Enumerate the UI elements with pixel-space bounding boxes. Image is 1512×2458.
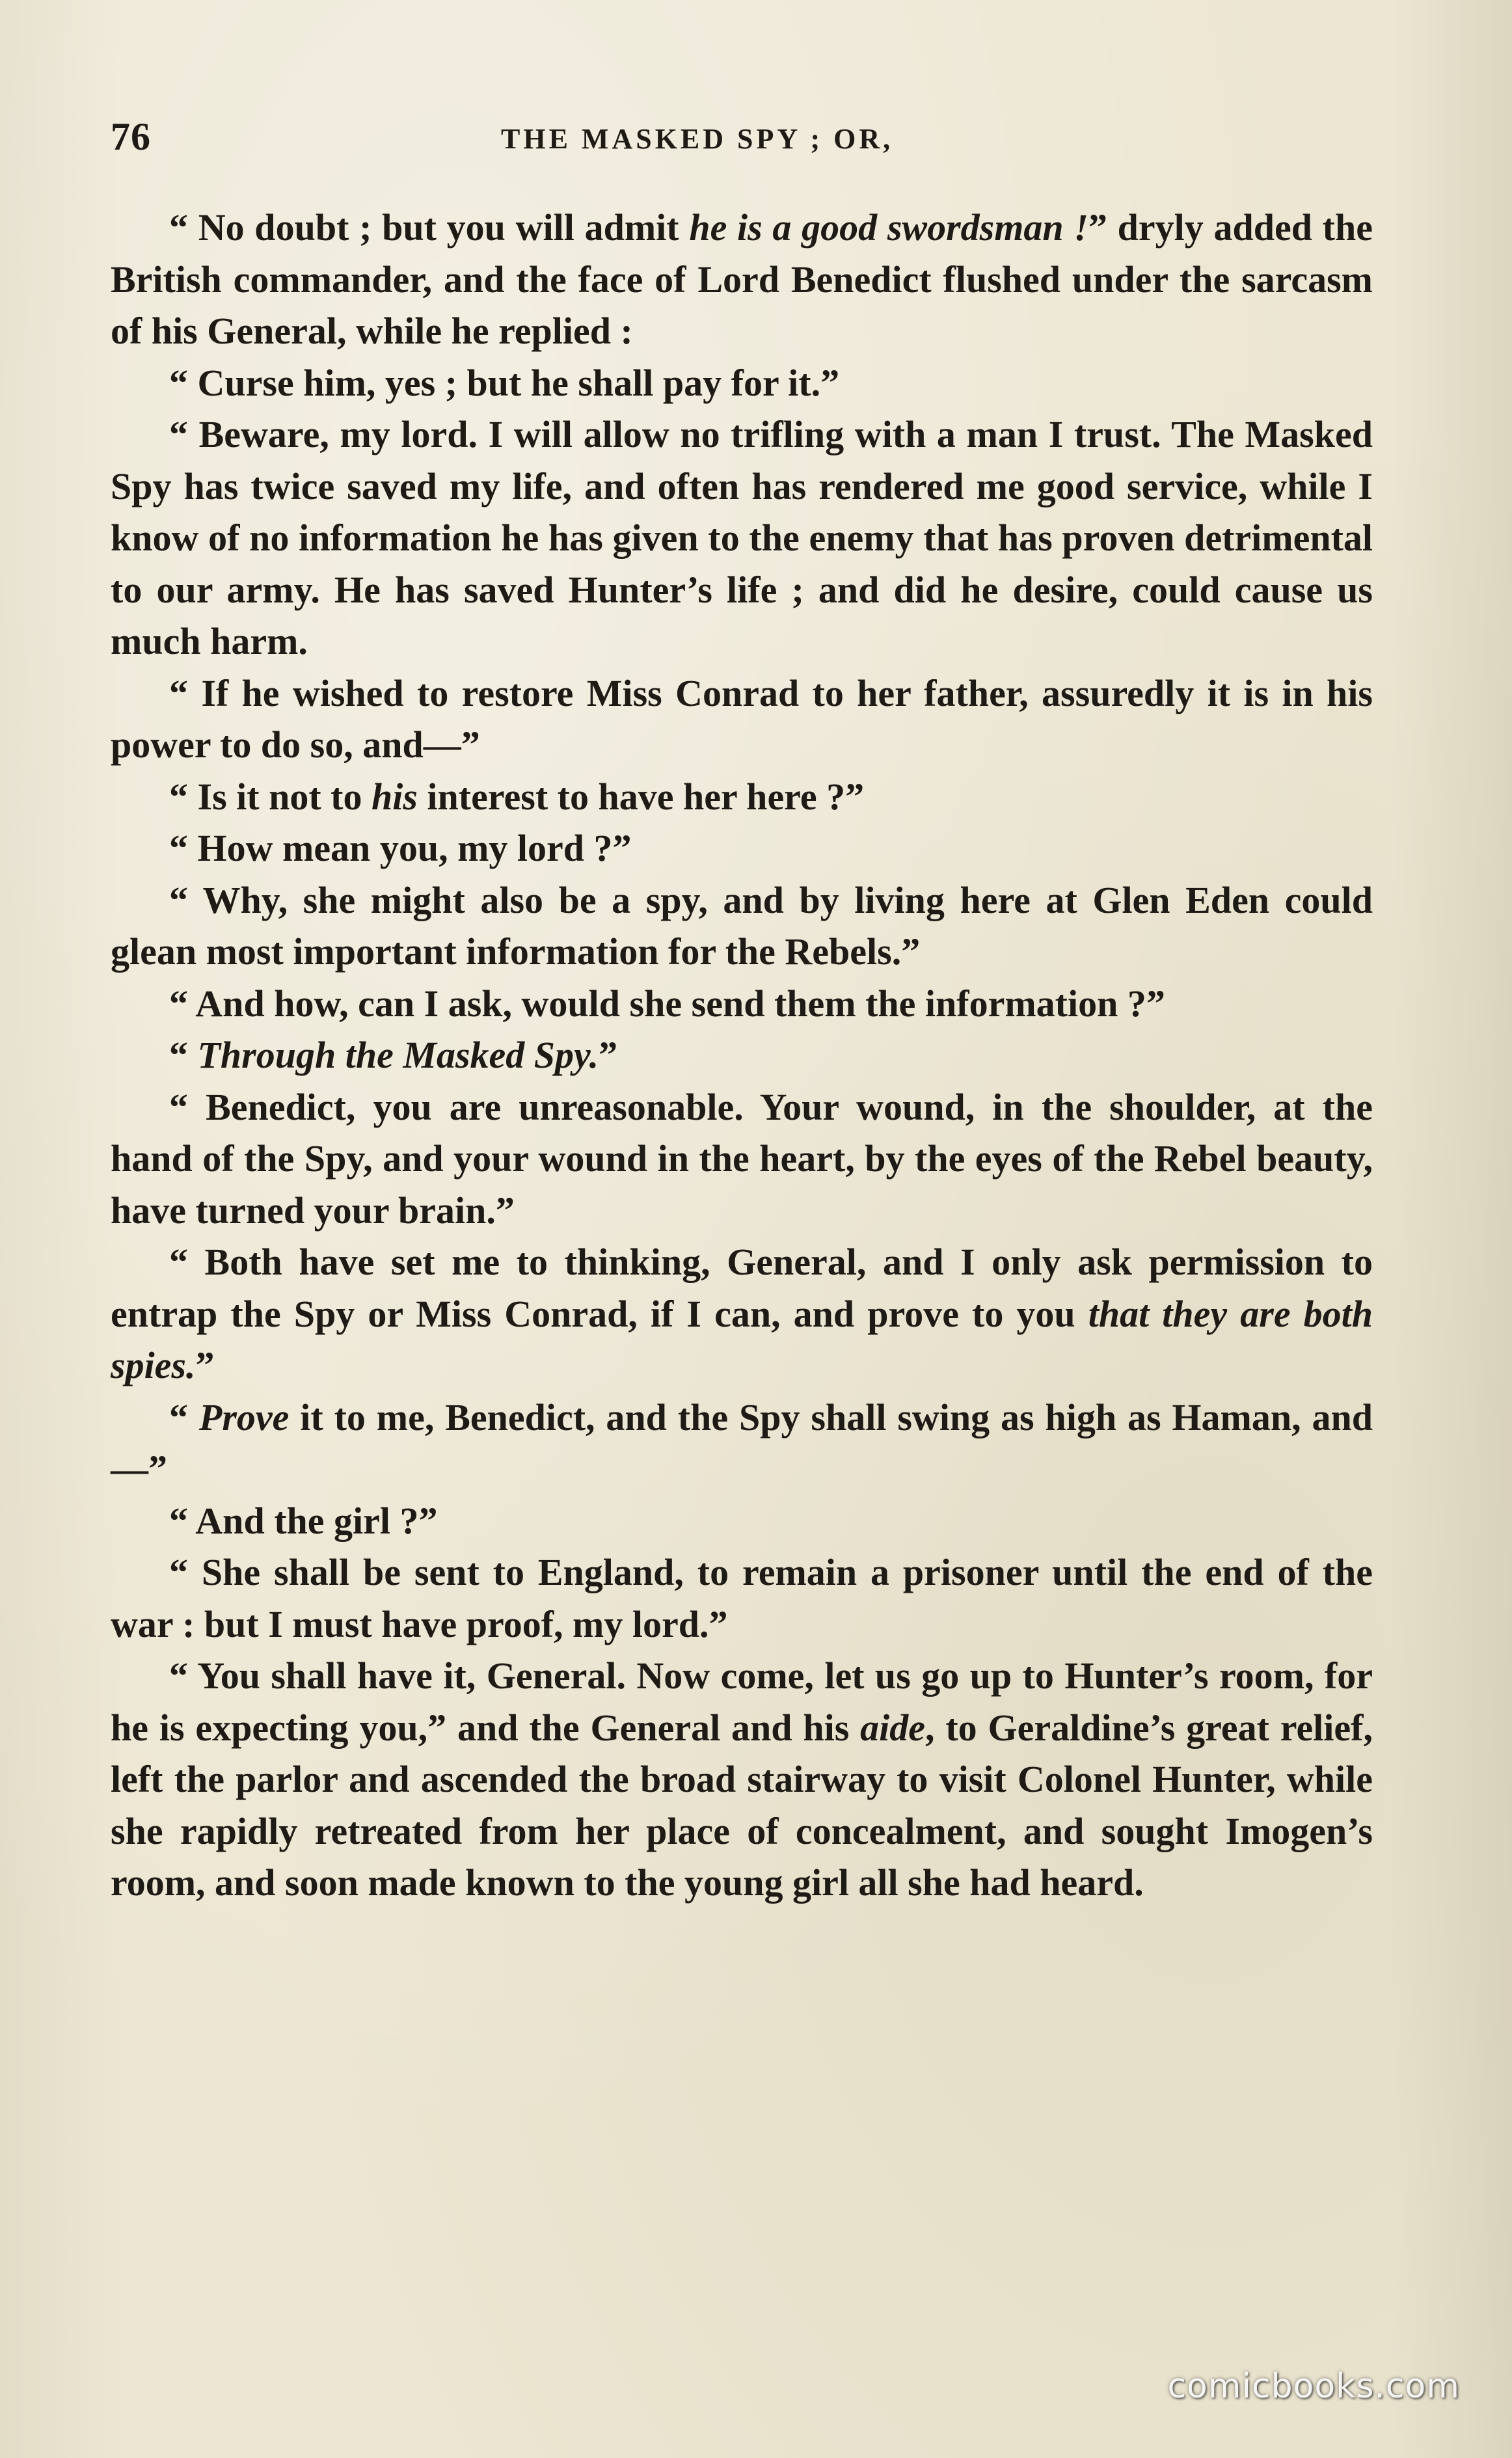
text-run: ” dryly added the British commander, and the face of Lord Benedict flushed under the sarcasm of his General, while he replied : (111, 206, 1373, 352)
italic-text: Through the Masked Spy. (197, 1034, 599, 1076)
text-run: “ (169, 1034, 198, 1076)
paragraph (111, 978, 1373, 1030)
text-run: “ Is it not to (169, 775, 371, 818)
running-head: THE MASKED SPY ; OR, (501, 123, 894, 155)
italic-text: Prove (198, 1396, 290, 1438)
text-run: “ Both have set me to thinking, General, and I only ask permission to entrap the Spy or Miss Conrad, if I can, and prove to you (111, 1241, 1373, 1335)
paragraph (111, 1081, 1373, 1237)
paragraph (111, 1495, 1373, 1547)
watermark: comicbooks.com (1167, 2367, 1460, 2406)
body-text (111, 202, 1373, 1909)
paragraph (111, 771, 1373, 823)
paragraph (111, 409, 1373, 668)
paragraph (111, 1546, 1373, 1650)
text-run: “ Beware, my lord. I will allow no trifling with a man I trust. The Masked Spy has twice saved my life, and often has rendered me good service, while I know of no information he has given to the enemy that has proven detrimental to our army. He has saved Hunter’s life ; and did he desire, could cause us much harm. (111, 413, 1373, 662)
text-run: “ Why, she might also be a spy, and by living here at Glen Eden could glean most important information for the Rebels.” (111, 878, 1373, 973)
text-run: “ You shall have it, General. Now come, let us go up to Hunter’s room, for he is expecting you,” and the General and his (111, 1654, 1373, 1749)
text-run: “ And how, can I ask, would she send them the information ?” (169, 982, 1165, 1025)
text-run: , to Geraldine’s great relief, left the parlor and ascended the broad stairway to visit Colonel Hunter, while she rapidly retreated from her place of concealment, and sought Imogen’s room, and soon made known to the young girl all she had heard. (111, 1706, 1373, 1904)
text-run: ” (195, 1344, 215, 1386)
text-run: “ If he wished to restore Miss Conrad to her father, assuredly it is in his power to do so, and—” (111, 671, 1373, 766)
paragraph (111, 202, 1373, 357)
paragraph (111, 357, 1373, 409)
text-run: “ And the girl ?” (169, 1499, 438, 1542)
paragraph (111, 1392, 1373, 1495)
text-run: ” (599, 1034, 618, 1076)
text-run: “ (169, 1396, 199, 1438)
paragraph (111, 668, 1373, 771)
text-run: “ Benedict, you are unreasonable. Your wound, in the shoulder, at the hand of the Spy, and your wound in the heart, by the eyes of the Rebel beauty, have turned your brain.” (111, 1085, 1373, 1232)
paragraph (111, 874, 1373, 978)
italic-text: that they are both spies. (111, 1292, 1373, 1386)
paragraph (111, 1029, 1373, 1081)
paragraph (111, 1650, 1373, 1909)
paragraph (111, 1236, 1373, 1392)
text-run: it to me, Benedict, and the Spy shall swing as high as Haman, and—” (111, 1396, 1373, 1490)
italic-text: aide (860, 1706, 926, 1749)
page-number: 76 (111, 115, 151, 158)
text-run: “ How mean you, my lord ?” (169, 827, 632, 869)
paragraph (111, 822, 1373, 874)
text-run: “ No doubt ; but you will admit (169, 206, 690, 249)
text-run: “ Curse him, yes ; but he shall pay for it.” (169, 361, 840, 404)
italic-text: he is a good swordsman ! (689, 206, 1088, 249)
text-run: interest to have her here ?” (417, 775, 865, 818)
italic-text: his (371, 775, 418, 818)
text-run: “ She shall be sent to England, to remain a prisoner until the end of the war : but I must have proof, my lord.” (111, 1551, 1373, 1645)
page-header (111, 109, 1373, 168)
